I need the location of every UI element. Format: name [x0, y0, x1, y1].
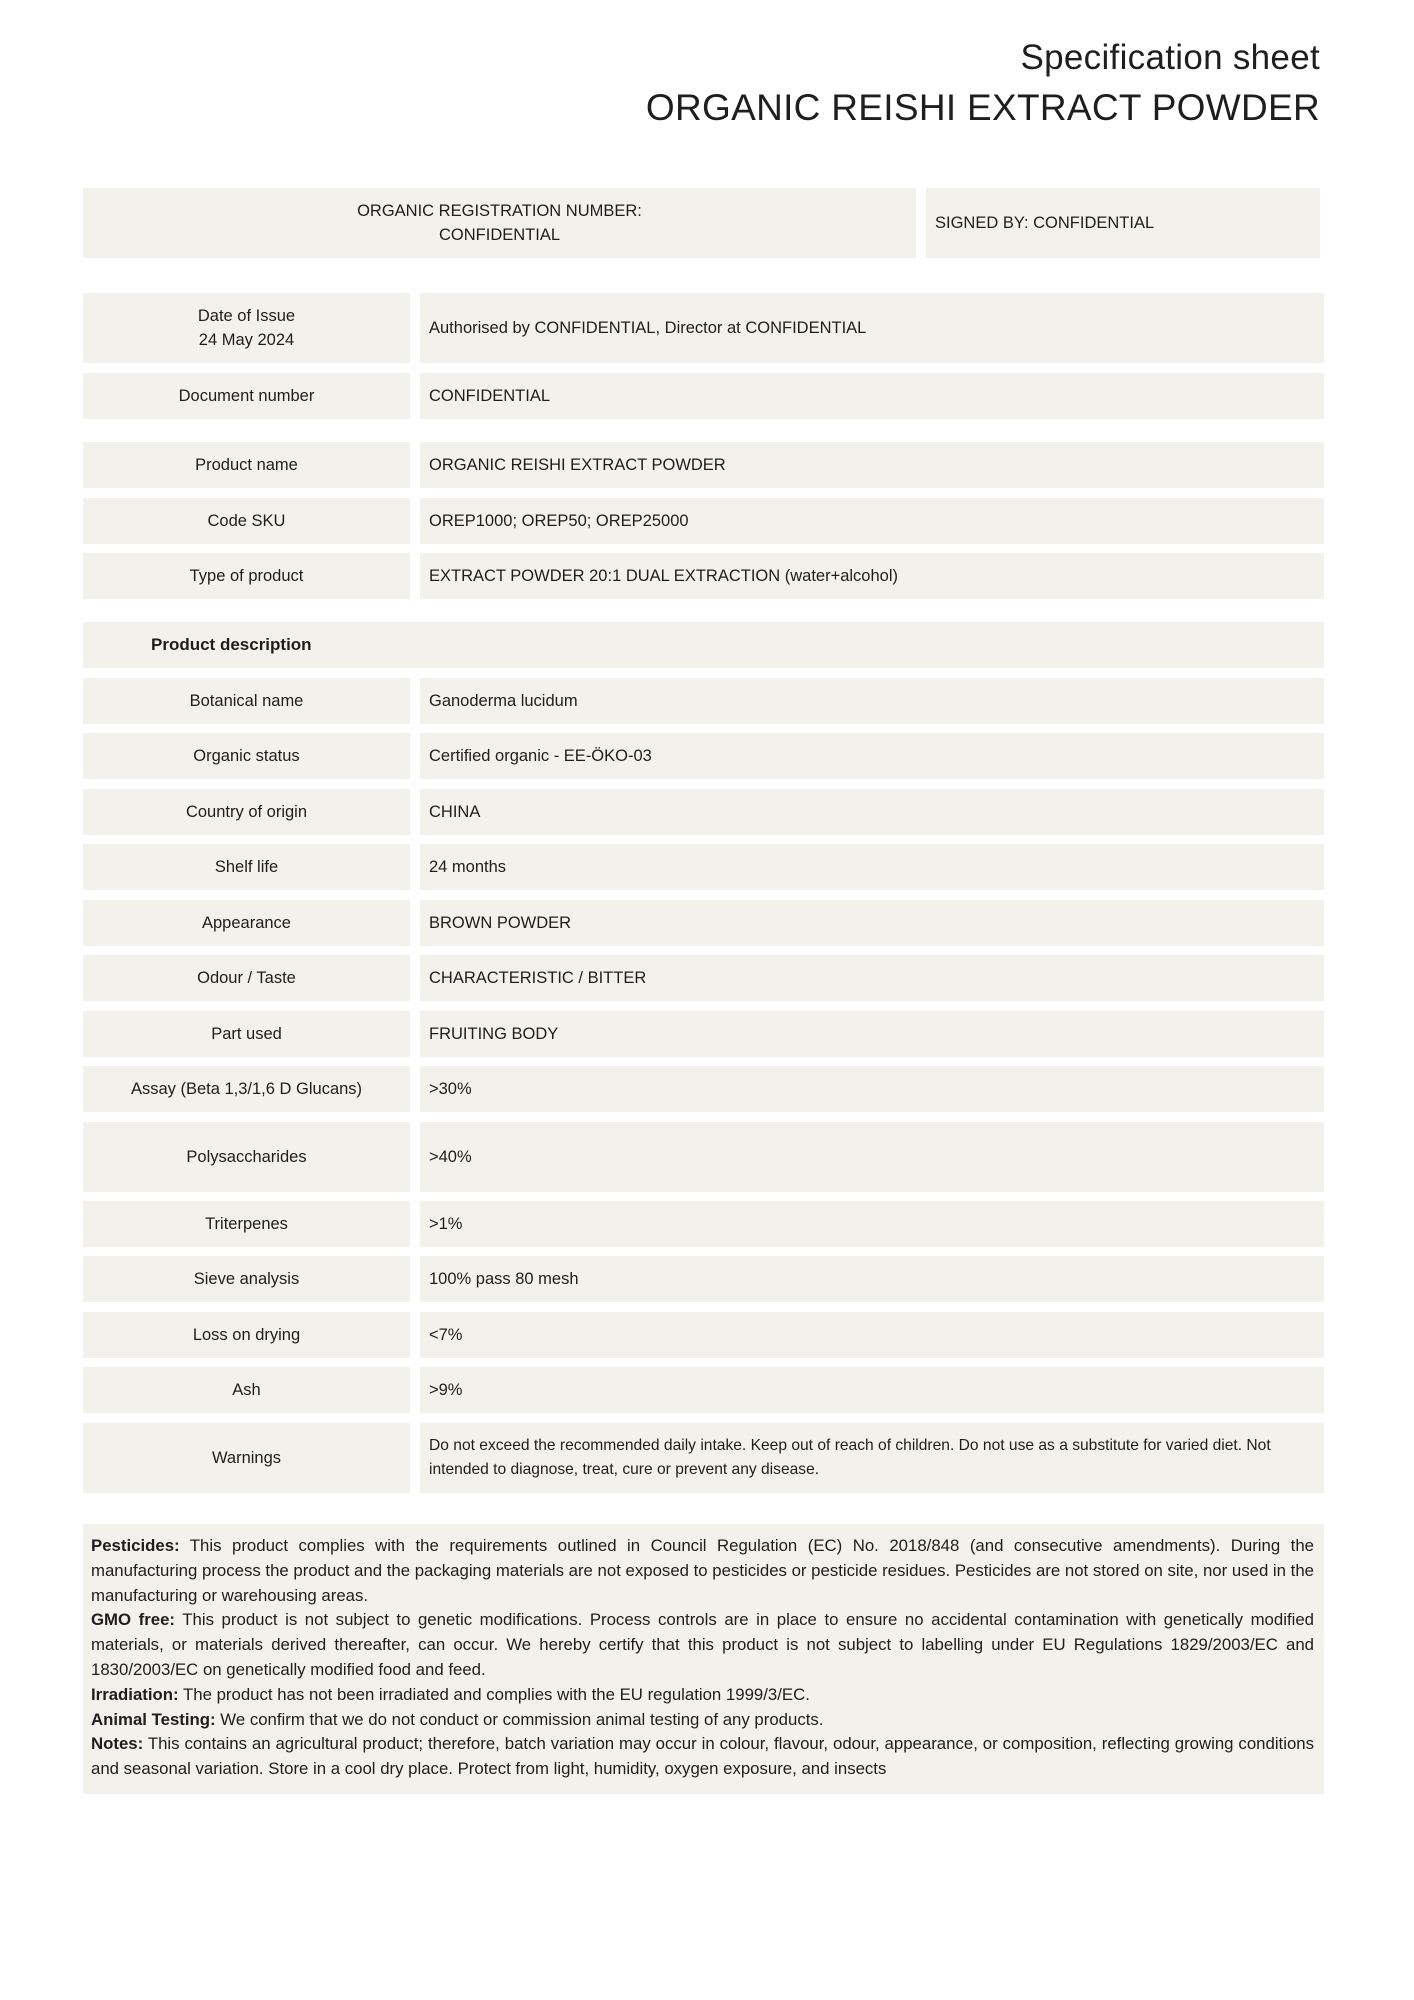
description-row-value-cell: [420, 1367, 1324, 1413]
triterpenes-label: Triterpenes: [205, 1215, 288, 1233]
animal-testing-text: We confirm that we do not conduct or commission animal testing of any products.: [215, 1709, 824, 1729]
product-type-label-cell: [83, 553, 410, 599]
triterpenes-value: >1%: [429, 1215, 463, 1233]
product-description-heading: Product description: [151, 635, 312, 654]
document-number-label-cell: [83, 373, 410, 419]
irradiation-text: The product has not been irradiated and complies with the EU regulation 1999/3/EC.: [178, 1684, 810, 1704]
document-title-block: [646, 34, 1320, 134]
registration-number-value: CONFIDENTIAL: [438, 226, 560, 244]
appearance-label: Appearance: [202, 914, 291, 932]
product-type-value-cell: [420, 553, 1324, 599]
loss-on-drying-value: <7%: [429, 1326, 463, 1344]
product-name-value: ORGANIC REISHI EXTRACT POWDER: [429, 456, 726, 474]
polysaccharides-label: Polysaccharides: [186, 1148, 307, 1166]
document-title: Specification sheet: [1020, 38, 1320, 77]
warnings-label: Warnings: [211, 1449, 282, 1467]
sieve-analysis-value: 100% pass 80 mesh: [429, 1270, 579, 1288]
gmo-paragraph: [91, 1608, 1314, 1682]
description-row-value-cell: [420, 1066, 1324, 1112]
gmo-text: This product is not subject to genetic modifications. Process controls are in place to ensure no accidental contamination with genetically modified materials, or materials derived thereafter, can occur. We hereby certify that this product is not subject to labelling under EU Regulations 1829/2003/EC and 1830/2003/EC on genetically modified food and feed.: [91, 1610, 1315, 1679]
shelf-life-label: Shelf life: [214, 858, 279, 876]
botanical-name-label: Botanical name: [189, 692, 304, 710]
description-row-label-cell: [83, 1011, 410, 1057]
country-of-origin-value: CHINA: [429, 803, 481, 821]
description-row-value-cell: [420, 678, 1324, 724]
appearance-value: BROWN POWDER: [429, 914, 572, 932]
shelf-life-value: 24 months: [429, 858, 507, 876]
code-sku-label: Code SKU: [207, 512, 286, 530]
description-row-value-cell: [420, 789, 1324, 835]
authorisation-value: Authorised by CONFIDENTIAL, Director at CONFIDENTIAL: [429, 319, 867, 337]
notes-paragraph: [91, 1732, 1314, 1782]
animal-testing-paragraph: [91, 1708, 1314, 1733]
part-used-value: FRUITING BODY: [429, 1025, 559, 1043]
description-row-value-cell: [420, 733, 1324, 779]
assay-label: Assay (Beta 1,3/1,6 D Glucans): [130, 1080, 363, 1098]
description-row-label-cell: [83, 1201, 410, 1247]
description-row-value-cell: [420, 844, 1324, 890]
animal-testing-label: Animal Testing:: [91, 1709, 216, 1729]
country-of-origin-label: Country of origin: [185, 803, 308, 821]
description-row-label-cell: [83, 1423, 410, 1493]
description-row-value-cell: [420, 1423, 1324, 1493]
pesticides-text: This product complies with the requirements outlined in Council Regulation (EC) No. 2018/848 (and consecutive amendments). During the manufacturing process the product and the packaging materials are not exposed to pesticides or pesticide residues. Pesticides are not stored on site, nor used in the manufacturing or warehousing areas.: [91, 1536, 1314, 1605]
signed-by-cell: [926, 188, 1320, 258]
organic-status-value: Certified organic - EE-ÖKO-03: [429, 747, 652, 765]
product-description-heading-cell: [83, 622, 1324, 668]
code-sku-label-cell: [83, 498, 410, 544]
odour-taste-value: CHARACTERISTIC / BITTER: [429, 969, 647, 987]
document-number-label: Document number: [178, 387, 315, 405]
sieve-analysis-label: Sieve analysis: [193, 1270, 300, 1288]
document-number-value-cell: [420, 373, 1324, 419]
description-row-value-cell: [420, 900, 1324, 946]
part-used-label: Part used: [211, 1025, 282, 1043]
date-of-issue-label: Date of Issue: [197, 307, 296, 325]
product-name-label-cell: [83, 442, 410, 488]
authorisation-cell: [420, 293, 1324, 363]
description-row-label-cell: [83, 1312, 410, 1358]
description-row-value-cell: [420, 1201, 1324, 1247]
registration-number-cell: [83, 188, 916, 258]
description-row-label-cell: [83, 789, 410, 835]
odour-taste-label: Odour / Taste: [197, 969, 296, 987]
compliance-notes: [83, 1524, 1324, 1794]
date-of-issue-value: 24 May 2024: [198, 331, 295, 349]
code-sku-value: OREP1000; OREP50; OREP25000: [429, 512, 689, 530]
document-number-value: CONFIDENTIAL: [429, 387, 551, 405]
product-name-label: Product name: [195, 456, 298, 474]
warnings-value: Do not exceed the recommended daily intake. Keep out of reach of children. Do not use as a substitute for varied diet. Not intended to diagnose, treat, cure or prevent any disease.: [429, 1437, 1271, 1478]
pesticides-paragraph: [91, 1534, 1314, 1608]
registration-number-label: ORGANIC REGISTRATION NUMBER:: [357, 202, 642, 220]
description-row-label-cell: [83, 1066, 410, 1112]
description-row-value-cell: [420, 1256, 1324, 1302]
description-row-label-cell: [83, 678, 410, 724]
product-type-label: Type of product: [189, 567, 304, 585]
irradiation-paragraph: [91, 1683, 1314, 1708]
notes-label: Notes:: [91, 1734, 144, 1754]
loss-on-drying-label: Loss on drying: [192, 1326, 301, 1344]
botanical-name-value: Ganoderma lucidum: [429, 692, 578, 710]
notes-text: This contains an agricultural product; therefore, batch variation may occur in colour, flavour, odour, appearance, or composition, reflecting growing conditions and seasonal variation. Store in a cool dry place. Protect from light, humidity, oxygen exposure, and insects: [91, 1734, 1314, 1779]
code-sku-value-cell: [420, 498, 1324, 544]
description-row-label-cell: [83, 1122, 410, 1192]
irradiation-label: Irradiation:: [91, 1684, 179, 1704]
description-row-label-cell: [83, 1256, 410, 1302]
organic-status-label: Organic status: [193, 747, 300, 765]
description-row-value-cell: [420, 1312, 1324, 1358]
description-row-label-cell: [83, 1367, 410, 1413]
description-row-value-cell: [420, 1011, 1324, 1057]
description-row-value-cell: [420, 955, 1324, 1001]
description-row-label-cell: [83, 733, 410, 779]
description-row-value-cell: [420, 1122, 1324, 1192]
signed-by-value: SIGNED BY: CONFIDENTIAL: [935, 214, 1155, 232]
product-name-value-cell: [420, 442, 1324, 488]
date-of-issue-label-cell: [83, 293, 410, 363]
description-row-label-cell: [83, 900, 410, 946]
description-row-label-cell: [83, 844, 410, 890]
ash-label: Ash: [232, 1381, 261, 1399]
ash-value: >9%: [429, 1381, 463, 1399]
description-row-label-cell: [83, 955, 410, 1001]
polysaccharides-value: >40%: [429, 1148, 472, 1166]
product-title: ORGANIC REISHI EXTRACT POWDER: [645, 87, 1320, 128]
assay-value: >30%: [429, 1080, 472, 1098]
product-type-value: EXTRACT POWDER 20:1 DUAL EXTRACTION (water+alcohol): [429, 567, 898, 585]
gmo-label: GMO free:: [91, 1610, 176, 1630]
pesticides-label: Pesticides:: [91, 1536, 180, 1555]
